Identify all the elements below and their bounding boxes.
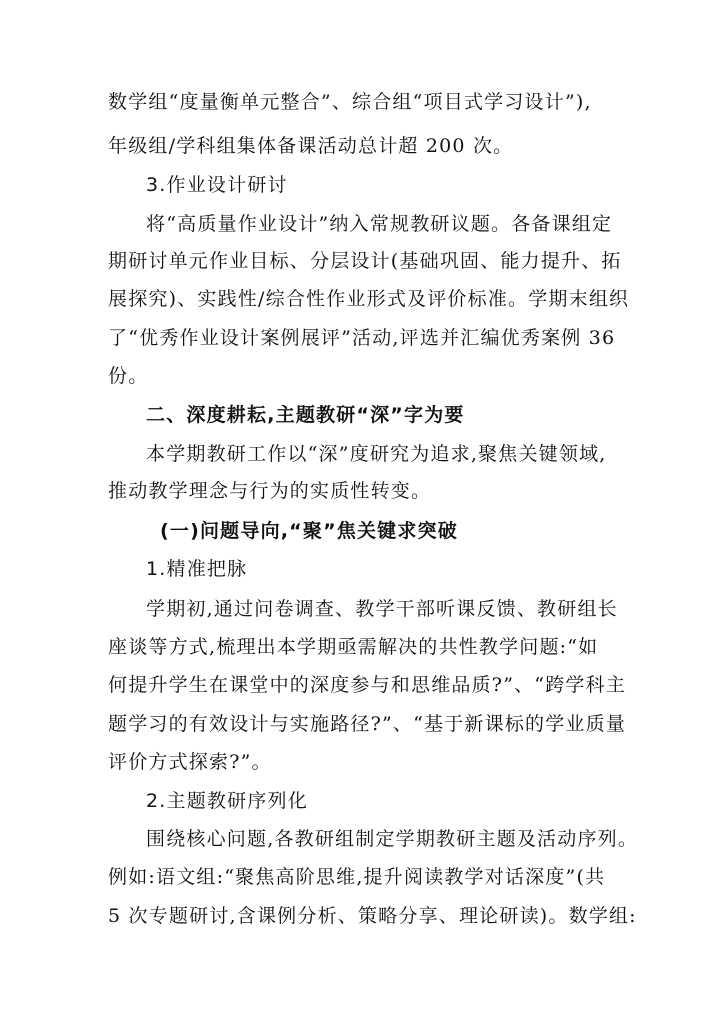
paragraph-line: 5 次专题研讨,含课例分析、策略分享、理论研读)。数学组: (108, 905, 637, 927)
paragraph-line: 数学组“度量衡单元整合”、综合组“项目式学习设计”), (108, 91, 592, 113)
paragraph-line: 年级组/学科组集体备课活动总计超 200 次。 (108, 135, 514, 157)
paragraph-line: 围绕核心问题,各教研组制定学期教研主题及活动序列。 (146, 828, 639, 850)
paragraph-line: 期研讨单元作业目标、分层设计(基础巩固、能力提升、拓 (108, 250, 622, 272)
paragraph-line: 推动教学理念与行为的实质性转变。 (108, 480, 432, 502)
paragraph-line: 例如:语文组:“聚焦高阶思维,提升阅读教学对话深度”(共 (108, 866, 606, 888)
paragraph-line: 题学习的有效设计与实施路径?”、“基于新课标的学业质量 (108, 713, 627, 735)
paragraph-line: 了“优秀作业设计案例展评”活动,评选并汇编优秀案例 36 (108, 327, 616, 349)
section-heading: 二、深度耕耘,主题教研“深”字为要 (146, 404, 465, 426)
paragraph-line: 评价方式探索?”。 (108, 751, 272, 773)
paragraph-line: 座谈等方式,梳理出本学期亟需解决的共性教学问题:“如 (108, 636, 599, 658)
section-subheading: 3.作业设计研讨 (146, 174, 288, 196)
paragraph-line: 学期初,通过问卷调查、教学干部听课反馈、教研组长 (146, 598, 618, 620)
paragraph-line: 展探究)、实践性/综合性作业形式及评价标准。学期末组织 (108, 288, 630, 310)
paragraph-line: 将“高质量作业设计”纳入常规教研议题。各备课组定 (146, 213, 613, 235)
paragraph-line: 本学期教研工作以“深”度研究为追求,聚焦关键领域, (146, 443, 607, 465)
subsection-heading: (一)问题导向,“聚”焦关键求突破 (160, 520, 458, 542)
paragraph-line: 何提升学生在课堂中的深度参与和思维品质?”、“跨学科主 (108, 674, 627, 696)
paragraph-line: 份。 (108, 365, 149, 387)
section-subheading: 2.主题教研序列化 (146, 790, 308, 812)
section-subheading: 1.精准把脉 (146, 558, 248, 580)
